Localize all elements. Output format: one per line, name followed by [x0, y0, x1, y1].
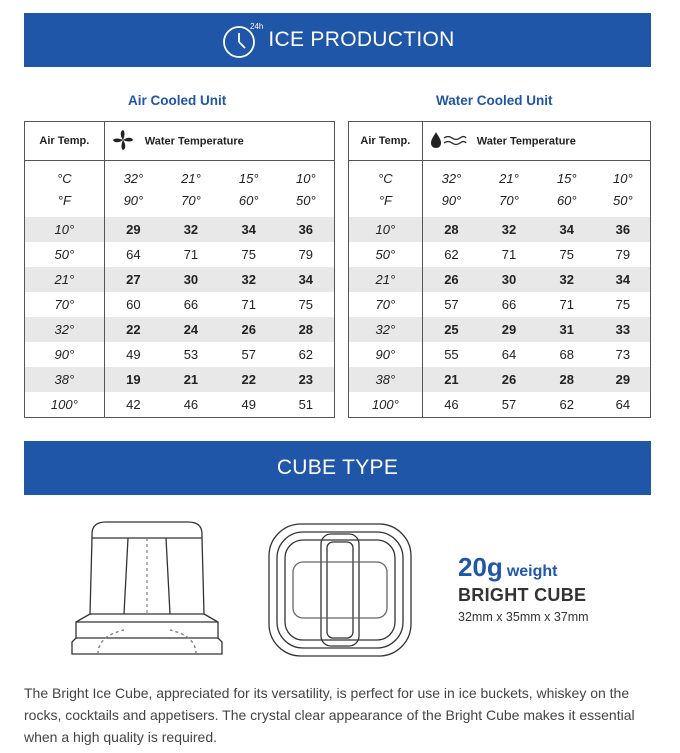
water-f-50: 50° [295, 192, 316, 208]
air-temp-cell: 70° [349, 292, 423, 317]
production-value-cell: 42 [126, 397, 141, 412]
table-row [349, 267, 651, 292]
table-row [25, 217, 335, 242]
production-value-cell: 49 [241, 397, 256, 412]
cube-type-banner [24, 441, 651, 495]
table-row [349, 242, 651, 267]
air-temp-cell: 100° [349, 392, 423, 418]
water-f-60: 60° [238, 192, 259, 208]
production-value-cell: 22 [104, 317, 162, 342]
air-temp-cell: 32° [349, 317, 423, 342]
air-temp-cell: 70° [25, 292, 105, 317]
air-temp-cell: 21° [349, 267, 423, 292]
table-row [25, 367, 335, 392]
production-value-cell: 66 [501, 297, 517, 312]
water-c-15: 15° [556, 170, 577, 186]
production-value-cell: 34 [220, 217, 278, 242]
clock-24h-icon [220, 20, 264, 60]
production-value-cell: 27 [104, 267, 162, 292]
production-value-cell: 46 [183, 397, 199, 412]
table-row [25, 267, 335, 292]
production-value-cell: 79 [298, 247, 314, 262]
air-temp-cell: 10° [25, 217, 105, 242]
table-row [349, 317, 651, 342]
water-cooled-table [348, 121, 651, 418]
cube-side-view-illustration [68, 518, 228, 665]
production-value-cell: 36 [596, 217, 651, 242]
production-value-cell: 33 [596, 317, 651, 342]
production-value-cell: 32 [162, 217, 220, 242]
air-temp-cell: 32° [25, 317, 105, 342]
ice-production-banner [24, 13, 651, 67]
production-value-cell: 71 [559, 297, 574, 312]
water-c-10: 10° [613, 170, 633, 186]
production-value-cell: 53 [183, 347, 199, 362]
production-value-cell: 62 [444, 247, 459, 262]
production-value-cell: 30 [162, 267, 220, 292]
production-value-cell: 57 [241, 347, 256, 362]
production-value-cell: 75 [559, 247, 574, 262]
water-f-50: 50° [613, 192, 633, 208]
production-value-cell: 75 [615, 297, 631, 312]
water-temp-label: Water Temperature [476, 134, 576, 147]
production-value-cell: 71 [501, 247, 517, 262]
water-f-90: 90° [123, 192, 144, 208]
production-value-cell: 26 [422, 267, 480, 292]
water-f-70: 70° [181, 192, 201, 208]
unit-f: °F [25, 189, 105, 217]
air-temp-header: Air Temp. [25, 122, 105, 161]
water-cooled-title: Water Cooled Unit [436, 93, 553, 108]
table-row [349, 367, 651, 392]
production-value-cell: 57 [501, 397, 517, 412]
table-row [349, 292, 651, 317]
air-temp-cell: 38° [349, 367, 423, 392]
production-value-cell: 32 [538, 267, 596, 292]
production-value-cell: 29 [596, 367, 651, 392]
cube-name: BRIGHT CUBE [458, 585, 587, 605]
production-value-cell: 21 [422, 367, 480, 392]
production-value-cell: 55 [444, 347, 459, 362]
production-value-cell: 29 [104, 217, 162, 242]
production-value-cell: 25 [422, 317, 480, 342]
unit-c: °C [349, 161, 423, 190]
water-table-body [349, 217, 651, 418]
production-value-cell: 26 [220, 317, 278, 342]
cube-description: The Bright Ice Cube, appreciated for its versatility, is perfect for use in ice buckets, whiskey on the rocks, cocktails and appetisers. The crystal clear appearance of the Bright Cube makes it essential when a high quality is required. [24, 685, 635, 745]
fan-icon [111, 128, 135, 155]
production-value-cell: 26 [480, 367, 538, 392]
production-value-cell: 60 [126, 297, 141, 312]
cube-dimensions: 32mm x 35mm x 37mm [458, 610, 589, 624]
production-value-cell: 79 [615, 247, 631, 262]
water-f-70: 70° [499, 192, 519, 208]
unit-c: °C [25, 161, 105, 190]
water-f-60: 60° [556, 192, 577, 208]
water-c-21: 21° [499, 170, 519, 186]
production-value-cell: 68 [559, 347, 574, 362]
production-value-cell: 75 [241, 247, 256, 262]
production-value-cell: 66 [183, 297, 199, 312]
table-row [25, 242, 335, 267]
air-temp-cell: 38° [25, 367, 105, 392]
production-value-cell: 34 [596, 267, 651, 292]
production-value-cell: 24 [162, 317, 220, 342]
cube-type-title: CUBE TYPE [276, 456, 399, 479]
water-temp-label: Water Temperature [144, 134, 244, 147]
production-value-cell: 51 [298, 397, 314, 412]
air-table-body [25, 217, 335, 418]
air-temp-cell: 50° [25, 242, 105, 267]
production-value-cell: 71 [241, 297, 256, 312]
air-temp-cell: 100° [25, 392, 105, 418]
water-temp-header [422, 122, 650, 161]
production-value-cell: 28 [422, 217, 480, 242]
cube-weight-value: 20g [458, 552, 503, 582]
production-value-cell: 30 [480, 267, 538, 292]
water-c-15: 15° [238, 170, 259, 186]
table-row [349, 217, 651, 242]
air-temp-cell: 90° [25, 342, 105, 367]
table-row [25, 392, 335, 418]
production-value-cell: 32 [220, 267, 278, 292]
production-value-cell: 62 [559, 397, 574, 412]
production-value-cell: 75 [298, 297, 314, 312]
production-value-cell: 36 [278, 217, 335, 242]
ice-production-title: ICE PRODUCTION [268, 28, 455, 51]
air-temp-cell: 50° [349, 242, 423, 267]
production-value-cell: 71 [183, 247, 199, 262]
production-value-cell: 21 [162, 367, 220, 392]
production-value-cell: 57 [444, 297, 459, 312]
table-row [25, 317, 335, 342]
air-temp-cell: 21° [25, 267, 105, 292]
air-temp-header: Air Temp. [349, 122, 423, 161]
production-value-cell: 31 [538, 317, 596, 342]
production-value-cell: 28 [278, 317, 335, 342]
water-f-90: 90° [441, 192, 462, 208]
production-value-cell: 23 [278, 367, 335, 392]
cube-weight-label: weight [506, 563, 558, 580]
table-row [25, 342, 335, 367]
water-temp-header [104, 122, 334, 161]
table-row [349, 342, 651, 367]
production-value-cell: 73 [615, 347, 631, 362]
production-value-cell: 19 [104, 367, 162, 392]
air-cooled-table [24, 121, 335, 418]
production-value-cell: 46 [444, 397, 459, 412]
production-value-cell: 49 [126, 347, 141, 362]
air-cooled-title: Air Cooled Unit [128, 93, 227, 108]
water-drop-wave-icon [429, 130, 467, 153]
production-value-cell: 64 [126, 247, 141, 262]
production-value-cell: 28 [538, 367, 596, 392]
water-c-21: 21° [181, 170, 201, 186]
production-value-cell: 32 [480, 217, 538, 242]
production-value-cell: 34 [538, 217, 596, 242]
water-c-10: 10° [295, 170, 316, 186]
production-value-cell: 64 [615, 397, 631, 412]
production-value-cell: 64 [501, 347, 517, 362]
air-temp-cell: 90° [349, 342, 423, 367]
production-value-cell: 62 [298, 347, 314, 362]
production-value-cell: 22 [220, 367, 278, 392]
table-row [349, 392, 651, 418]
water-c-32: 32° [123, 170, 144, 186]
table-row [25, 292, 335, 317]
cube-top-view-illustration [265, 520, 415, 665]
production-value-cell: 34 [278, 267, 335, 292]
cube-weight [458, 552, 557, 583]
air-temp-cell: 10° [349, 217, 423, 242]
water-c-32: 32° [441, 170, 462, 186]
clock-label: 24h [250, 22, 264, 31]
production-value-cell: 29 [480, 317, 538, 342]
unit-f: °F [349, 189, 423, 217]
